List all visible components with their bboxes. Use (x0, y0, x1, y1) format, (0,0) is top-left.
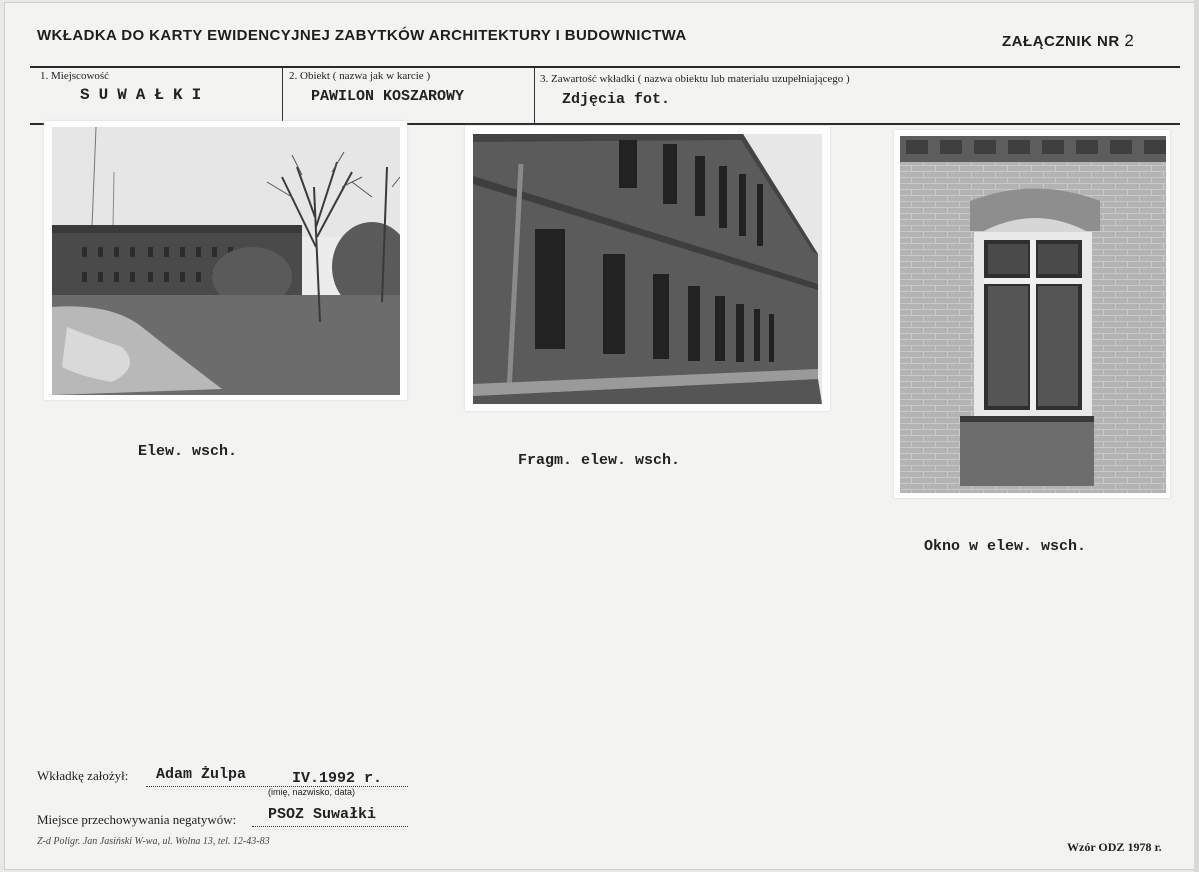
annex-label-text: ZAŁĄCZNIK NR (1002, 33, 1120, 50)
storage-dotted-line (252, 826, 408, 827)
storage-value: PSOZ Suwałki (268, 806, 377, 823)
author-sublabel: (imię, nazwisko, data) (268, 787, 356, 797)
header-top-rule (30, 66, 1180, 68)
photo-facade-fragment (465, 126, 830, 411)
caption-photo-1: Elew. wsch. (138, 443, 238, 460)
author-name: Adam Żulpa (156, 766, 247, 783)
photo-window (894, 130, 1170, 498)
field-2-label: 2. Obiekt ( nazwa jak w karcie ) (289, 70, 431, 82)
form-number: Wzór ODZ 1978 r. (1067, 840, 1162, 854)
photo-east-elevation (44, 121, 407, 400)
author-date: IV.1992 r. (292, 770, 383, 787)
field-2-value: PAWILON KOSZAROWY (311, 88, 465, 105)
form-title: WKŁADKA DO KARTY EWIDENCYJNEJ ZABYTKÓW ARCHITEKTURY I BUDOWNICTWA (37, 27, 687, 44)
annex-label (1002, 31, 1134, 51)
caption-photo-3: Okno w elew. wsch. (924, 538, 1087, 555)
field-1-label: 1. Miejscowość (40, 70, 110, 82)
author-label: Wkładkę założył: (37, 768, 129, 783)
annex-number: 2 (1124, 31, 1135, 50)
field-divider-2 (534, 67, 535, 123)
storage-label: Miejsce przechowywania negatywów: (37, 812, 237, 827)
printer-note: Z-d Poligr. Jan Jasiński W-wa, ul. Wolna 13, tel. 12-43-83 (37, 836, 270, 847)
field-3-label: 3. Zawartość wkładki ( nazwa obiektu lub materiału uzupełniającego ) (540, 73, 850, 85)
caption-photo-2: Fragm. elew. wsch. (518, 452, 681, 469)
field-divider-1 (282, 67, 283, 123)
scan-edge (1194, 0, 1199, 872)
field-1-value: SUWAŁKI (80, 86, 211, 104)
field-3-value: Zdjęcia fot. (562, 91, 671, 108)
